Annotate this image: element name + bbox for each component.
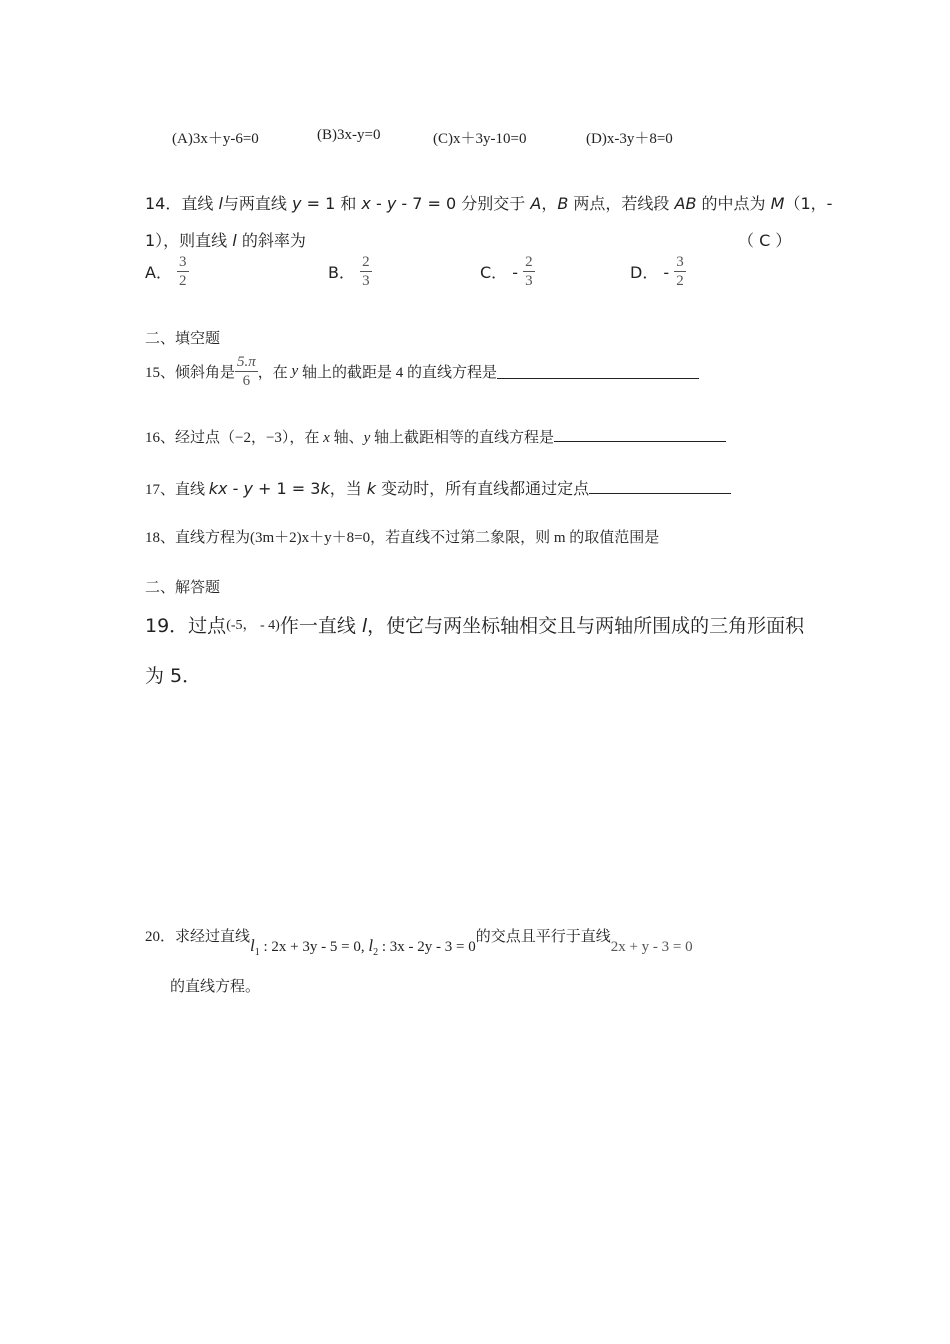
q14-line2: 1），则直线 l 的斜率为 bbox=[145, 231, 306, 250]
q13-option-c: (C)x＋3y-10=0 bbox=[433, 131, 527, 147]
q16: 16、经过点（−2，−3），在 x 轴、y 轴上截距相等的直线方程是 bbox=[145, 426, 726, 447]
q18: 18、直线方程为(3m＋2)x＋y＋8=0，若直线不过第二象限，则 m 的取值范围是 bbox=[145, 530, 660, 546]
q14-option-c: C． - $\frac{2}{3}$ bbox=[480, 254, 533, 289]
q14-option-b: B． $\frac{2}{3}$ bbox=[328, 254, 370, 289]
fraction: $\frac{3}{2}$ bbox=[676, 254, 684, 289]
answer-blank[interactable] bbox=[554, 427, 726, 442]
fraction: $\frac{3}{2}$ bbox=[179, 254, 187, 289]
answer-blank[interactable] bbox=[589, 479, 731, 494]
section-fill-title: 二、填空题 bbox=[145, 331, 221, 347]
q14-option-a: A． $\frac{3}{2}$ bbox=[145, 254, 187, 289]
q14-line1: 14．直线 l与两直线 y = 1 和 x - y - 7 = 0 分别交于 A，B 两点，若线段 AB 的中点为 M（1，- bbox=[145, 194, 833, 213]
q13-option-b: (B)3x-y=0 bbox=[317, 127, 381, 143]
q19-line1: 19．过点(-5， - 4)作一直线 l，使它与两坐标轴相交且与两轴所围成的三角形面积 bbox=[145, 615, 805, 637]
q15: 15、倾斜角是 $\frac{5.\pi}{6}$ ，在 y 轴上的截距是 4 的直线方程是 bbox=[145, 353, 699, 390]
fraction: $\frac{5.\pi}{6}$ bbox=[237, 354, 256, 389]
q13-option-a: (A)3x＋y-6=0 bbox=[172, 131, 259, 147]
q17: 17、直线 kx - y + 1 = 3k，当 k 变动时，所有直线都通过定点 bbox=[145, 476, 731, 499]
answer-blank[interactable] bbox=[497, 364, 699, 379]
q14-answer: （ C ） bbox=[738, 231, 792, 250]
section-solve-title: 二、解答题 bbox=[145, 580, 221, 596]
fraction: $\frac{2}{3}$ bbox=[362, 254, 370, 289]
q13-option-d: (D)x-3y＋8=0 bbox=[586, 131, 673, 147]
fraction: $\frac{2}{3}$ bbox=[525, 254, 533, 289]
q20-line2: 的直线方程。 bbox=[170, 979, 261, 995]
q14-option-d: D． - $\frac{3}{2}$ bbox=[630, 254, 684, 289]
q20-line1: 20．求经过直线$l_1$ : 2x + 3y - 5 = 0, $l_2$ : 3x - 2y - 3 = 0的交点且平行于直线2x + y - 3 = 0 bbox=[145, 929, 693, 958]
q19-line2: 为 5． bbox=[145, 665, 202, 687]
